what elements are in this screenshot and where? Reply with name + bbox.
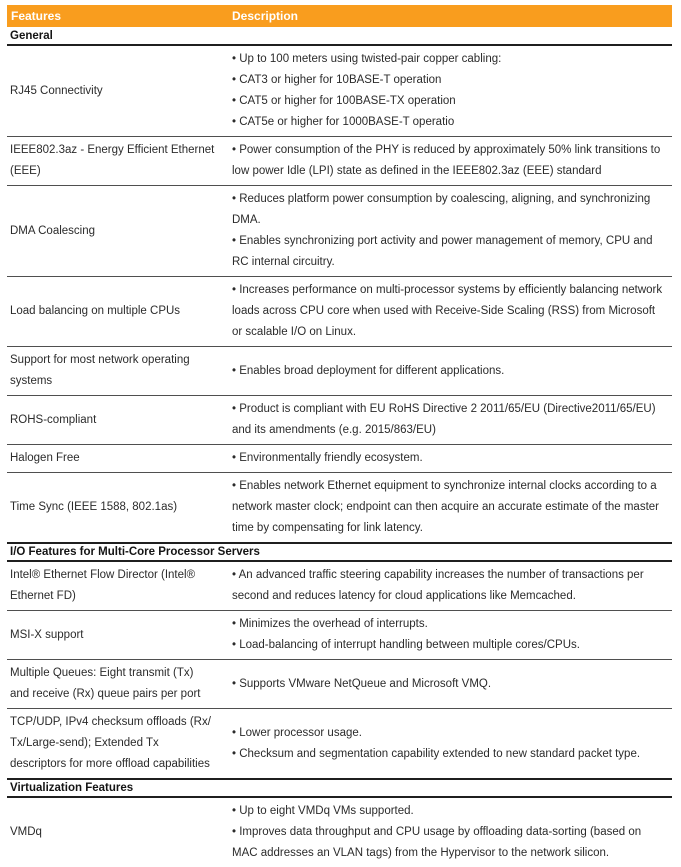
- feature-name: TCP/UDP, IPv4 checksum offloads (Rx/ Tx/Large-send); Extended Tx descriptors for more offload capabilities: [7, 709, 225, 780]
- feature-row: [7, 660, 672, 709]
- description-bullet: • Supports VMware NetQueue and Microsoft VMQ.: [232, 677, 492, 690]
- section-title: I/O Features for Multi-Core Processor Servers: [7, 543, 672, 561]
- description-column-header: Description: [225, 5, 672, 27]
- description-bullet: • Checksum and segmentation capability extended to new standard packet type.: [232, 747, 641, 760]
- feature-row: [7, 611, 672, 660]
- feature-name: IEEE802.3az - Energy Efficient Ethernet (EEE): [7, 137, 225, 186]
- feature-name: Multiple Queues: Eight transmit (Tx) and receive (Rx) queue pairs per port: [7, 660, 225, 709]
- feature-row: [7, 709, 672, 780]
- feature-description: [225, 186, 672, 277]
- description-bullet: • Product is compliant with EU RoHS Directive 2 2011/65/EU (Directive2011/65/EU) and its amendments (e.g. 2015/863/EU): [232, 403, 656, 436]
- feature-name: Halogen Free: [7, 445, 225, 473]
- feature-description: [225, 45, 672, 137]
- description-bullet: • Enables synchronizing port activity and power management of memory, CPU and RC internal circuitry.: [232, 235, 653, 268]
- feature-name: DMA Coalescing: [7, 186, 225, 277]
- description-bullet: • Environmentally friendly ecosystem.: [232, 452, 423, 464]
- feature-description: [225, 473, 672, 544]
- feature-row: [7, 797, 672, 867]
- table-body: [7, 27, 672, 867]
- section-title: Virtualization Features: [7, 779, 672, 797]
- feature-row: [7, 561, 672, 611]
- section-row: [7, 543, 672, 561]
- description-bullet: • Load-balancing of interrupt handling between multiple cores/CPUs.: [232, 639, 580, 651]
- feature-row: [7, 473, 672, 544]
- feature-name: Support for most network operating systems: [7, 347, 225, 396]
- description-bullet: • Up to eight VMDq VMs supported.: [232, 805, 414, 817]
- description-bullet: • Lower processor usage.: [232, 726, 362, 739]
- feature-row: [7, 186, 672, 277]
- feature-name: Load balancing on multiple CPUs: [7, 277, 225, 347]
- description-bullet: • Up to 100 meters using twisted-pair copper cabling:: [232, 53, 502, 65]
- feature-description: [225, 797, 672, 867]
- feature-name: VMDq: [10, 826, 42, 838]
- feature-description: [225, 709, 672, 780]
- description-bullet: • CAT3 or higher for 10BASE-T operation: [232, 74, 442, 86]
- feature-description: [225, 660, 672, 709]
- description-bullet: • Improves data throughput and CPU usage by offloading data-sorting (based on MAC addresses an VLAN tags) from the Hypervisor to the network silicon.: [232, 826, 642, 859]
- description-bullet: • Increases performance on multi-processor systems by efficiently balancing network loads across CPU core when used with Receive-Side Scaling (RSS) from Microsoft or scalable I/O on Linux.: [232, 284, 663, 338]
- features-table: [7, 5, 672, 867]
- feature-row: [7, 277, 672, 347]
- feature-description: [225, 137, 672, 186]
- features-column-header: Features: [7, 5, 225, 27]
- table-header-row: [7, 5, 672, 27]
- feature-description: [225, 561, 672, 611]
- feature-description: [225, 347, 672, 396]
- description-bullet: • Enables broad deployment for different applications.: [232, 364, 505, 377]
- feature-name: Time Sync (IEEE 1588, 802.1as): [7, 473, 225, 544]
- feature-name: Intel® Ethernet Flow Director (Intel® Ethernet FD): [7, 561, 225, 611]
- feature-row: [7, 45, 672, 137]
- feature-name: ROHS-compliant: [7, 396, 225, 445]
- description-bullet: • An advanced traffic steering capability increases the number of transactions per second and reduces latency for cloud applications like Memcached.: [232, 569, 644, 602]
- description-bullet: • Reduces platform power consumption by coalescing, aligning, and synchronizing DMA.: [232, 193, 651, 226]
- feature-description: [225, 277, 672, 347]
- feature-description: [225, 396, 672, 445]
- description-bullet: • CAT5 or higher for 100BASE-TX operation: [232, 95, 456, 107]
- feature-row: [7, 137, 672, 186]
- feature-row: [7, 396, 672, 445]
- feature-row: [7, 445, 672, 473]
- description-bullet: • Enables network Ethernet equipment to synchronize internal clocks according to a network master clock; endpoint can then acquire an accurate estimate of the master time by compensating for link latency.: [232, 480, 659, 534]
- feature-description: [225, 445, 672, 473]
- feature-description: [225, 611, 672, 660]
- description-bullet: • Power consumption of the PHY is reduced by approximately 50% link transitions to low power Idle (LPI) state as defined in the IEEE802.3az (EEE) standard: [232, 144, 661, 177]
- description-bullet: • CAT5e or higher for 1000BASE-T operatio: [232, 116, 455, 128]
- feature-name: MSI-X support: [7, 611, 225, 660]
- feature-name: RJ45 Connectivity: [7, 45, 225, 137]
- table-header: [7, 5, 672, 27]
- section-row: [7, 779, 672, 797]
- section-row: [7, 27, 672, 45]
- section-title: General: [7, 27, 672, 45]
- feature-row: [7, 347, 672, 396]
- description-bullet: • Minimizes the overhead of interrupts.: [232, 618, 428, 630]
